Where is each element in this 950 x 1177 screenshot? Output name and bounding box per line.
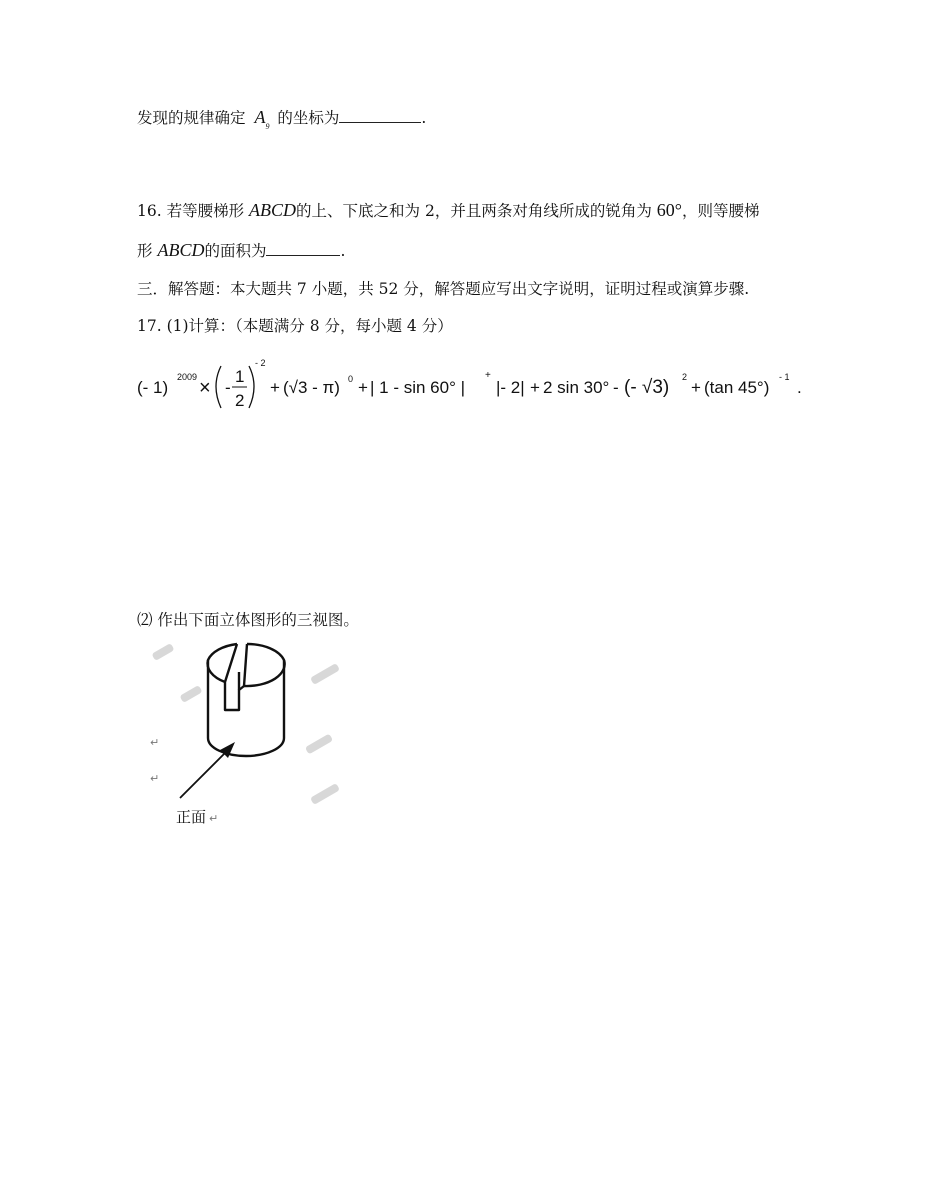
return-mark: ↵ xyxy=(209,812,219,825)
problem-16-text-3: ，则等腰梯 xyxy=(681,202,760,220)
return-mark: ↵ xyxy=(150,772,160,785)
period: . xyxy=(340,242,346,260)
times-sign: × xyxy=(199,377,211,399)
variable-abcd: ABCD xyxy=(249,200,297,220)
sqrt3-minus-pi: (√3 - π) xyxy=(283,378,340,397)
neg-sqrt3: (- √3) xyxy=(624,377,670,398)
exponent-2: 2 xyxy=(682,372,688,382)
watermark-mark xyxy=(151,643,174,661)
problem-16-text-4: 形 xyxy=(137,242,153,260)
tan-45: (tan 45°) xyxy=(704,378,770,397)
right-paren xyxy=(249,366,254,408)
calculation-formula xyxy=(137,358,817,418)
watermark-mark xyxy=(310,783,340,805)
end-period: . xyxy=(797,378,802,397)
variable-a-letter: A xyxy=(254,107,266,127)
left-paren xyxy=(216,366,221,408)
text-after: 的坐标为 xyxy=(277,109,340,127)
arrow-line xyxy=(180,748,230,798)
minus-2: - xyxy=(613,378,619,397)
variable-a xyxy=(254,107,270,131)
cylinder-figure xyxy=(140,630,380,830)
exponent-neg-2: - 2 xyxy=(255,358,266,368)
problem-16-line-1 xyxy=(137,199,760,221)
abs-1-minus-sin60: | 1 - sin 60° | xyxy=(370,378,466,397)
neg-one-base: (- 1) xyxy=(137,378,169,397)
part-2-text: ⑵ 作出下面立体图形的三视图。 xyxy=(137,611,359,629)
plus-2: + xyxy=(358,378,368,397)
plus-4: + xyxy=(691,378,701,397)
exponent-2009: 2009 xyxy=(177,372,198,382)
cylinder-outline xyxy=(208,644,285,756)
answer-blank-15 xyxy=(339,121,421,123)
plus-3: + xyxy=(530,378,540,397)
angle-value: 60° xyxy=(656,200,682,220)
section-3-text: 三．解答题：本大题共 7 小题，共 52 分，解答题应写出文字说明，证明过程或演算步骤. xyxy=(137,280,750,298)
problem-16-text-2: 的上、下底之和为 2，并且两条对角线所成的锐角为 xyxy=(296,202,652,220)
watermark-mark xyxy=(179,685,202,703)
problem-16-line-2 xyxy=(137,239,345,261)
front-view-label: 正面 xyxy=(176,808,207,826)
problem-17-header-text: 17. (1)计算：（本题满分 8 分，每小题 4 分） xyxy=(137,317,453,335)
variable-a-subscript: 9 xyxy=(265,122,270,131)
plus-superscript: + xyxy=(485,370,491,381)
problem-number-16: 16. xyxy=(137,202,162,220)
fraction-numerator: 1 xyxy=(235,367,245,386)
problem-16-text-1: 若等腰梯形 xyxy=(166,202,245,220)
return-mark: ↵ xyxy=(150,736,160,749)
problem-17-part-2 xyxy=(137,608,359,630)
two-sin-30: 2 sin 30° xyxy=(543,378,610,397)
fraction-denominator: 2 xyxy=(235,391,245,410)
section-3-heading xyxy=(137,277,749,299)
text-before: 发现的规律确定 xyxy=(137,109,246,127)
period: . xyxy=(421,109,427,127)
answer-blank-16 xyxy=(266,254,340,256)
minus-sign: - xyxy=(225,378,231,397)
watermark-mark xyxy=(305,734,333,755)
plus-1: + xyxy=(270,378,280,397)
problem-15-tail xyxy=(137,106,426,131)
variable-abcd-2: ABCD xyxy=(157,240,205,260)
exponent-neg-1: - 1 xyxy=(779,372,790,382)
watermark-mark xyxy=(310,663,340,685)
exponent-0: 0 xyxy=(348,374,354,384)
problem-17-header xyxy=(137,314,453,336)
abs-neg-2: |- 2| xyxy=(496,378,525,397)
problem-16-text-5: 的面积为 xyxy=(204,242,267,260)
